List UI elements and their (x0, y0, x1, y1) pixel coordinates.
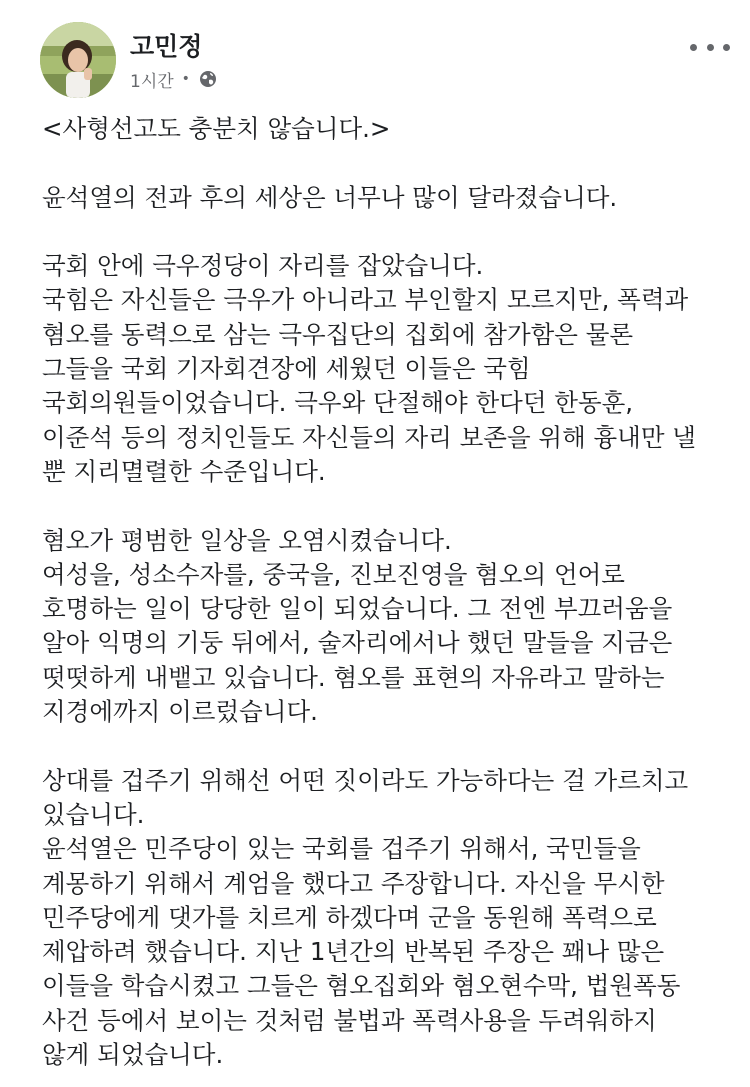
post-text-line: 윤석열의 전과 후의 세상은 너무나 많이 달라졌습니다. (42, 182, 618, 212)
avatar[interactable] (40, 22, 116, 98)
post-body (42, 112, 732, 1072)
post-text-line: 않게 되었습니다. (42, 1040, 224, 1070)
post-text-line: 지경에까지 이르렀습니다. (42, 697, 318, 727)
post-text-line: 호명하는 일이 당당한 일이 되었습니다. 그 전엔 부끄러움을 (42, 594, 673, 624)
post-text-line: 윤석열은 민주당이 있는 국회를 겁주기 위해서, 국민들을 (42, 834, 641, 864)
post-header (40, 22, 730, 102)
post-text-line: 여성을, 성소수자를, 중국을, 진보진영을 혐오의 언어로 (42, 559, 625, 589)
more-horizontal-icon (723, 44, 730, 51)
post-blank-line (42, 215, 732, 249)
meta-separator: • (181, 71, 190, 87)
author-name[interactable]: 고민정 (130, 32, 203, 61)
post-text-line: 이준석 등의 정치인들도 자신들의 자리 보존을 위해 흉내만 낼 (42, 422, 696, 452)
post-timestamp[interactable]: 1시간 (130, 71, 174, 92)
post-text-line: 민주당에게 댓가를 치르게 하겠다며 군을 동원해 폭력으로 (42, 902, 657, 932)
post-text-line: 알아 익명의 기둥 뒤에서, 술자리에서나 했던 말들을 지금은 (42, 628, 673, 658)
post-blank-line (42, 729, 732, 763)
post-text-line: 혐오가 평범한 일상을 오염시켰습니다. (42, 525, 452, 555)
post-text-line: 있습니다. (42, 799, 145, 829)
avatar-photo (40, 22, 116, 98)
post-text-line: 상대를 겁주기 위해선 어떤 짓이라도 가능하다는 걸 가르치고 (42, 765, 689, 795)
more-horizontal-icon (690, 44, 697, 51)
post-text-line: 뿐 지리멸렬한 수준입니다. (42, 456, 326, 486)
post-text-line: <사형선고도 충분치 않습니다.> (42, 114, 391, 143)
post-text-line: 혐오를 동력으로 삼는 극우집단의 집회에 참가함은 물론 (42, 319, 634, 349)
post-text-line: 사건 등에서 보이는 것처럼 불법과 폭력사용을 두려워하지 (42, 1005, 657, 1035)
post-text-line: 계몽하기 위해서 계엄을 했다고 주장합니다. 자신을 무시한 (42, 868, 665, 898)
post-text-line: 국힘은 자신들은 극우가 아니라고 부인할지 모르지만, 폭력과 (42, 285, 689, 315)
post-blank-line (42, 489, 732, 523)
post-blank-line (42, 146, 732, 180)
post-text-line: 국회 안에 극우정당이 자리를 잡았습니다. (42, 251, 484, 281)
post-text-line: 국회의원들이었습니다. 극우와 단절해야 한다던 한동훈, (42, 388, 634, 418)
more-horizontal-icon (707, 44, 714, 51)
post-text-line: 떳떳하게 내뱉고 있습니다. 혐오를 표현의 자유라고 말하는 (42, 662, 665, 692)
post-text-line: 제압하려 했습니다. 지난 1년간의 반복된 주장은 꽤나 많은 (42, 937, 665, 967)
post-meta (130, 68, 217, 90)
globe-icon[interactable] (199, 70, 217, 88)
post-text-line: 이들을 학습시켰고 그들은 혐오집회와 혐오현수막, 법원폭동 (42, 971, 681, 1001)
post-text-line: 그들을 국회 기자회견장에 세웠던 이들은 국힘 (42, 354, 531, 384)
more-options-button[interactable] (690, 32, 730, 62)
